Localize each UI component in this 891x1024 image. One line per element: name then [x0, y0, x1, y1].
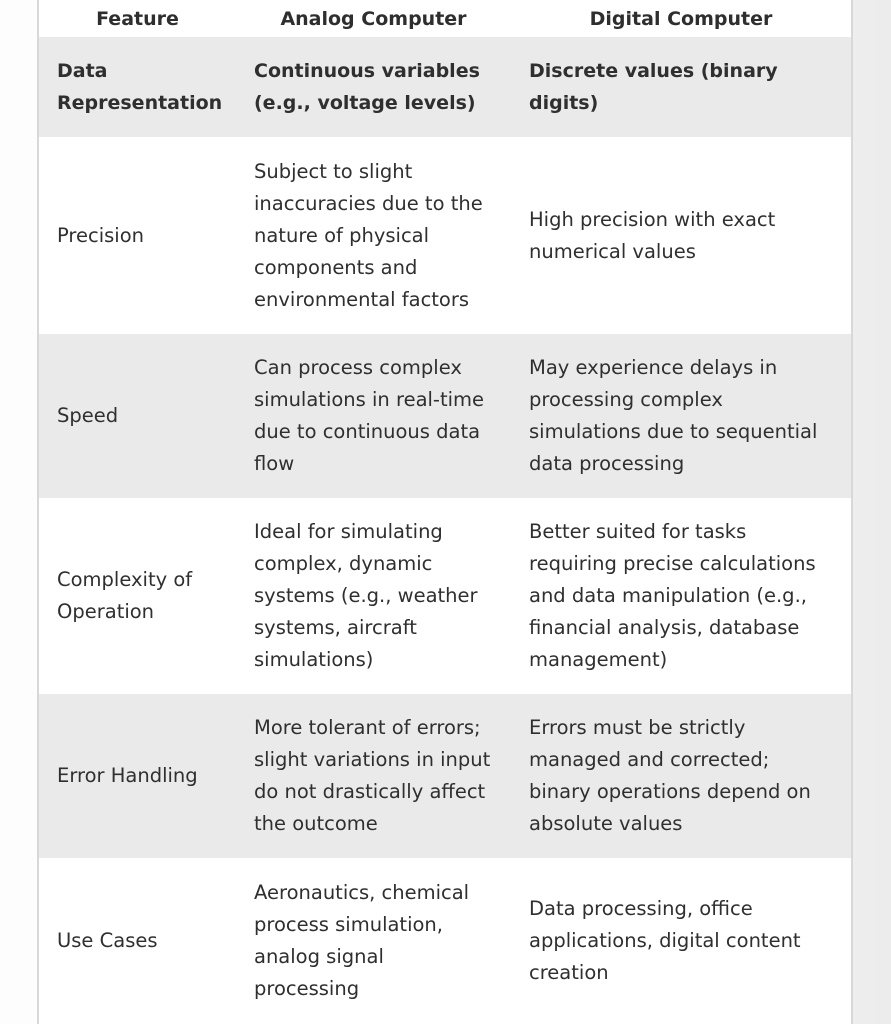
row-digital-cell: Better suited for tasks requiring precise calculations and data manipulation (e.g., financial analysis, database management) — [529, 520, 816, 671]
row-feature-cell: Use Cases — [57, 929, 158, 952]
table-row — [39, 37, 851, 137]
header-feature: Feature — [96, 7, 179, 30]
row-digital-cell: Errors must be strictly managed and corrected; binary operations depend on absolute values — [529, 716, 811, 835]
comparison-table — [37, 0, 853, 1024]
table-header — [39, 0, 851, 37]
row-digital-cell: May experience delays in processing complex simulations due to sequential data processing — [529, 356, 818, 475]
row-feature-cell: Complexity of Operation — [57, 568, 193, 623]
table-row — [39, 334, 851, 498]
row-analog-cell: Ideal for simulating complex, dynamic systems (e.g., weather systems, aircraft simulations) — [254, 520, 478, 671]
table-row — [39, 694, 851, 858]
header-digital-computer: Digital Computer — [589, 7, 773, 30]
table-row — [39, 858, 851, 1024]
table-row — [39, 498, 851, 694]
row-feature-cell: Error Handling — [57, 764, 198, 787]
row-analog-cell: Continuous variables (e.g., voltage levels) — [254, 60, 480, 114]
row-feature-cell: Speed — [57, 404, 119, 427]
row-digital-cell: Discrete values (binary digits) — [529, 60, 778, 114]
row-digital-cell: High precision with exact numerical values — [529, 207, 776, 263]
row-digital-cell: Data processing, office applications, digital content creation — [529, 897, 801, 984]
row-analog-cell: Aeronautics, chemical process simulation, analog signal processing — [254, 881, 470, 1000]
row-feature-cell: Data Representation — [57, 60, 223, 114]
row-analog-cell: More tolerant of errors; slight variations in input do not drastically affect the outcome — [254, 716, 491, 835]
table-row — [39, 137, 851, 334]
row-analog-cell: Can process complex simulations in real-time due to continuous data flow — [254, 356, 485, 475]
row-feature-cell: Precision — [57, 223, 145, 247]
header-analog-computer: Analog Computer — [280, 7, 467, 30]
row-analog-cell: Subject to slight inaccuracies due to the nature of physical components and environmental factors — [254, 159, 483, 311]
